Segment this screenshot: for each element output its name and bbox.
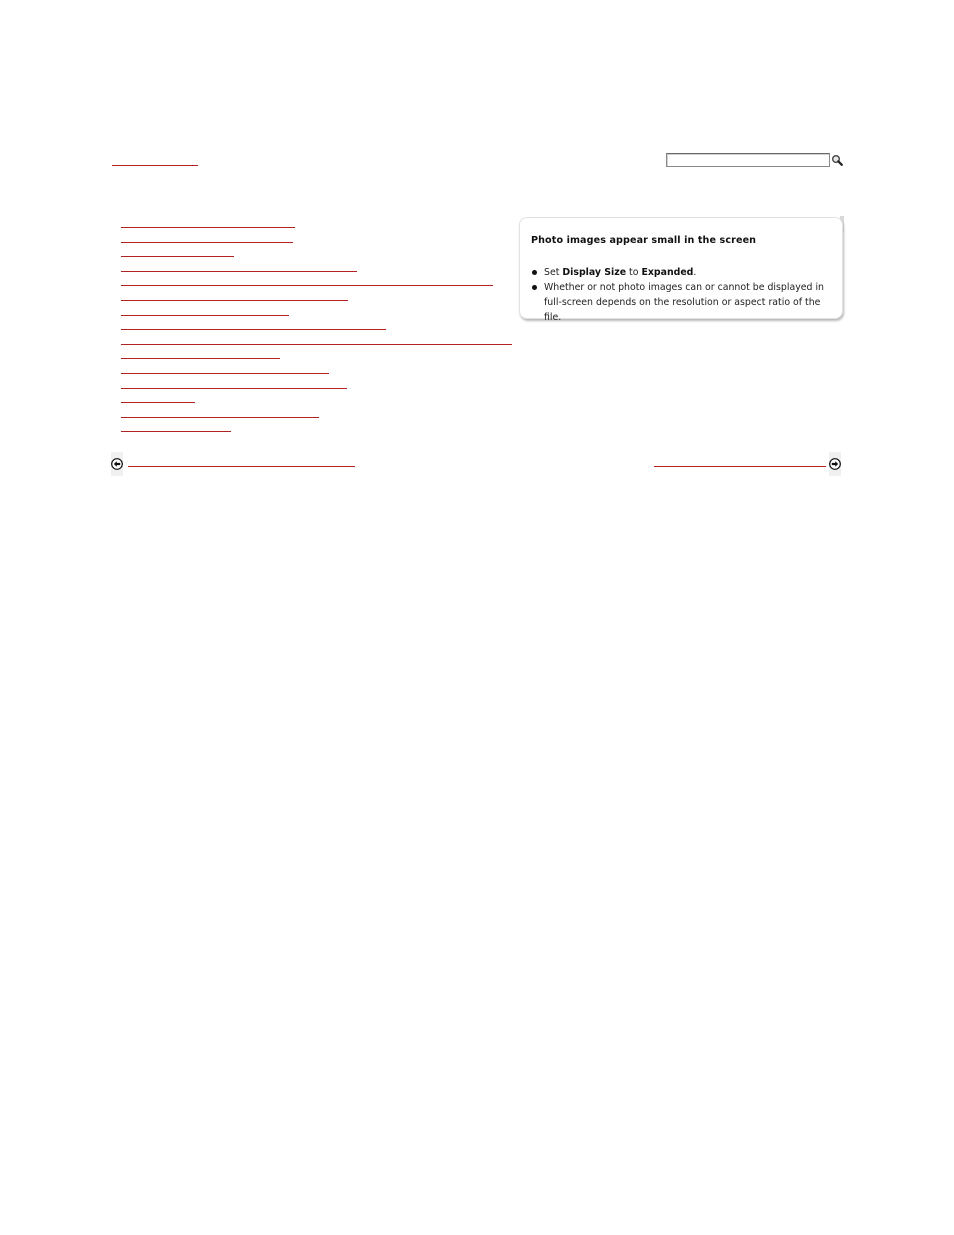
tip-title: Photo images appear small in the screen	[531, 235, 757, 246]
topic-link[interactable]	[121, 285, 493, 286]
tip-panel	[518, 216, 844, 323]
previous-page-link[interactable]	[128, 466, 355, 467]
topic-link[interactable]	[121, 256, 234, 257]
topic-link[interactable]	[121, 373, 329, 374]
topic-link[interactable]	[121, 242, 293, 243]
next-page-button[interactable]	[829, 452, 841, 476]
tip-text: to	[626, 267, 642, 278]
tip-text: Set	[544, 267, 563, 278]
top-link[interactable]	[112, 163, 198, 166]
search-box	[666, 153, 844, 169]
tip-text: Whether or not photo images can or cannot be displayed in full-screen depends on the resolution or aspect ratio of the file.	[544, 282, 824, 323]
tip-list	[531, 265, 837, 325]
topic-link[interactable]	[121, 300, 348, 301]
previous-page-button[interactable]	[111, 452, 123, 476]
tip-panel-box	[519, 217, 843, 323]
tip-setting-value: Expanded	[641, 267, 694, 278]
topic-link[interactable]	[121, 344, 512, 345]
search-icon	[831, 154, 843, 166]
tip-text: .	[693, 267, 697, 278]
tip-item	[531, 265, 837, 280]
topic-link[interactable]	[121, 315, 289, 316]
tip-setting-name: Display Size	[562, 267, 627, 278]
next-page-link[interactable]	[654, 466, 826, 467]
arrow-right-circle-icon	[829, 458, 841, 470]
topic-link[interactable]	[121, 402, 195, 403]
topic-link[interactable]	[121, 388, 347, 389]
topic-link[interactable]	[121, 358, 280, 359]
topic-link[interactable]	[121, 227, 295, 228]
topic-link[interactable]	[121, 431, 231, 432]
tip-item	[531, 280, 837, 325]
topic-link[interactable]	[121, 417, 319, 418]
search-button[interactable]	[830, 153, 844, 167]
search-input[interactable]	[666, 153, 830, 167]
topic-link[interactable]	[121, 271, 357, 272]
arrow-left-circle-icon	[111, 458, 123, 470]
topic-link[interactable]	[121, 329, 386, 330]
